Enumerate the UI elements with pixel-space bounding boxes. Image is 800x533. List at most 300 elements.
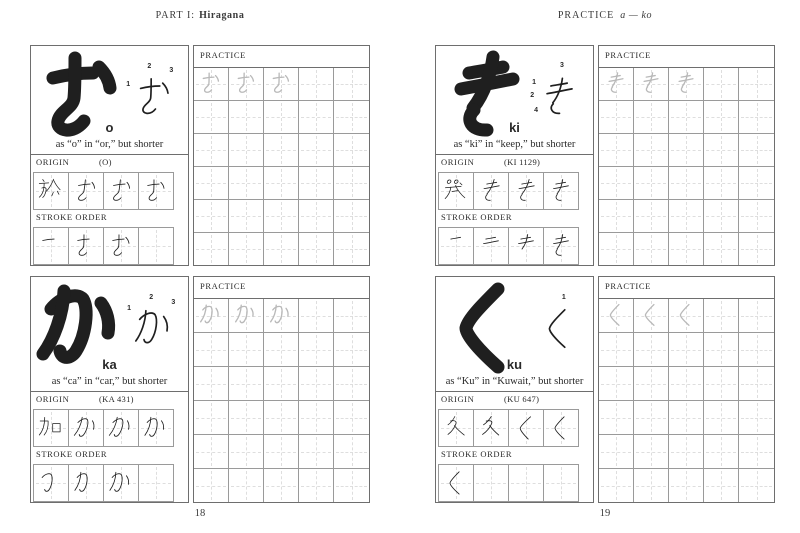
practice-cell bbox=[599, 333, 634, 367]
practice-cell bbox=[704, 68, 739, 101]
character-panel bbox=[435, 45, 775, 266]
character-panel bbox=[30, 45, 370, 266]
practice-cell bbox=[194, 367, 229, 401]
cell-guide-horizontal bbox=[636, 183, 666, 184]
origin-form-cell bbox=[103, 409, 139, 447]
practice-cell bbox=[299, 435, 334, 469]
romaji-label: o bbox=[105, 120, 114, 135]
practice-cell bbox=[264, 233, 299, 265]
practice-cell bbox=[669, 401, 704, 435]
stroke-order-cell bbox=[473, 227, 509, 265]
cell-guide-horizontal bbox=[741, 150, 772, 151]
practice-cell bbox=[194, 299, 229, 333]
cell-guide-horizontal bbox=[636, 486, 666, 487]
origin-label: ORIGIN bbox=[441, 394, 475, 404]
stroke-order-cell bbox=[68, 227, 104, 265]
practice-cell bbox=[634, 469, 669, 502]
numbered-stroke-diagram bbox=[126, 63, 179, 126]
stroke-order-row bbox=[31, 464, 188, 502]
practice-cell bbox=[669, 233, 704, 265]
practice-cell bbox=[194, 200, 229, 233]
cell-guide-horizontal bbox=[636, 384, 666, 385]
character-display bbox=[31, 46, 188, 155]
cell-guide-horizontal bbox=[336, 84, 367, 85]
cell-guide-horizontal bbox=[266, 216, 296, 217]
cell-guide-horizontal bbox=[706, 384, 736, 385]
stroke-order-cell bbox=[543, 464, 579, 502]
cell-guide-horizontal bbox=[706, 249, 736, 250]
cell-guide-horizontal bbox=[601, 117, 631, 118]
stroke-order-cell bbox=[438, 227, 474, 265]
cell-guide-horizontal bbox=[601, 350, 631, 351]
practice-label: PRACTICE bbox=[194, 277, 369, 299]
origin-form-cell bbox=[508, 172, 544, 210]
stroke-order-cell bbox=[103, 227, 139, 265]
stroke-order-cell bbox=[543, 227, 579, 265]
cell-guide-horizontal bbox=[741, 183, 772, 184]
cell-guide-horizontal bbox=[671, 384, 701, 385]
cell-guide-horizontal bbox=[601, 150, 631, 151]
practice-cell bbox=[739, 200, 774, 233]
stroke-number: 2 bbox=[530, 92, 535, 100]
origin-label: ORIGIN bbox=[36, 157, 70, 167]
cell-guide-horizontal bbox=[231, 452, 261, 453]
cell-guide-horizontal bbox=[546, 483, 576, 484]
stroke-number: 1 bbox=[127, 305, 132, 313]
cell-guide-horizontal bbox=[671, 216, 701, 217]
stroke-number: 2 bbox=[149, 294, 154, 302]
cell-guide-horizontal bbox=[601, 384, 631, 385]
cell-guide-horizontal bbox=[636, 216, 666, 217]
character-info-box bbox=[30, 45, 189, 266]
stroke-order-cell bbox=[138, 227, 174, 265]
stroke-number: 1 bbox=[126, 81, 131, 89]
cell-guide-horizontal bbox=[706, 452, 736, 453]
practice-box bbox=[598, 45, 775, 266]
practice-cell bbox=[299, 469, 334, 502]
practice-cell bbox=[704, 101, 739, 134]
stroke-order-cell bbox=[438, 464, 474, 502]
practice-cell bbox=[669, 333, 704, 367]
practice-cell bbox=[229, 167, 264, 200]
stroke-order-row bbox=[31, 227, 188, 265]
practice-cell bbox=[599, 68, 634, 101]
page-header bbox=[435, 10, 775, 21]
practice-cell bbox=[229, 101, 264, 134]
cell-guide-horizontal bbox=[266, 452, 296, 453]
practice-cell bbox=[299, 134, 334, 167]
practice-cell bbox=[669, 200, 704, 233]
practice-cell bbox=[334, 134, 369, 167]
practice-cell bbox=[299, 367, 334, 401]
cell-guide-horizontal bbox=[301, 418, 331, 419]
cell-guide-horizontal bbox=[301, 384, 331, 385]
origin-section-label bbox=[31, 155, 188, 172]
cell-guide-horizontal bbox=[741, 452, 772, 453]
cell-guide-horizontal bbox=[301, 486, 331, 487]
stroke-order-label: STROKE ORDER bbox=[36, 212, 108, 222]
pronunciation-text: as “o” in “or,” but shorter bbox=[55, 139, 164, 150]
practice-grid bbox=[599, 299, 774, 502]
origin-section-label bbox=[436, 155, 593, 172]
stroke-order-row bbox=[436, 227, 593, 265]
origin-reference: (KU 647) bbox=[504, 394, 540, 404]
practice-cell bbox=[334, 435, 369, 469]
cell-guide-horizontal bbox=[266, 183, 296, 184]
character-display bbox=[436, 277, 593, 392]
character-display bbox=[31, 277, 188, 392]
practice-cell bbox=[229, 367, 264, 401]
practice-cell bbox=[264, 367, 299, 401]
header-title: a — ko bbox=[620, 10, 653, 21]
cell-guide-horizontal bbox=[301, 117, 331, 118]
page-right bbox=[435, 0, 775, 533]
origin-section-label bbox=[31, 392, 188, 409]
cell-guide-horizontal bbox=[336, 350, 367, 351]
practice-cell bbox=[299, 167, 334, 200]
practice-cell bbox=[669, 367, 704, 401]
origin-forms-row bbox=[436, 409, 593, 447]
practice-cell bbox=[669, 435, 704, 469]
practice-cell bbox=[599, 200, 634, 233]
practice-cell bbox=[194, 167, 229, 200]
cell-guide-horizontal bbox=[336, 183, 367, 184]
character-panel bbox=[30, 276, 370, 503]
practice-cell bbox=[599, 233, 634, 265]
cell-guide-horizontal bbox=[336, 486, 367, 487]
origin-form-cell bbox=[138, 172, 174, 210]
page-number: 18 bbox=[194, 508, 206, 519]
origin-forms-row bbox=[31, 172, 188, 210]
cell-guide-horizontal bbox=[706, 216, 736, 217]
cell-guide-horizontal bbox=[706, 84, 736, 85]
cell-guide-horizontal bbox=[741, 249, 772, 250]
practice-cell bbox=[739, 333, 774, 367]
cell-guide-horizontal bbox=[671, 117, 701, 118]
cell-guide-horizontal bbox=[231, 150, 261, 151]
cell-guide-horizontal bbox=[301, 249, 331, 250]
practice-cell bbox=[299, 101, 334, 134]
origin-forms-row bbox=[31, 409, 188, 447]
cell-guide-horizontal bbox=[231, 117, 261, 118]
cell-guide-horizontal bbox=[706, 183, 736, 184]
practice-box bbox=[193, 45, 370, 266]
romaji-label: ki bbox=[509, 120, 520, 135]
cell-guide-horizontal bbox=[741, 216, 772, 217]
cell-guide-horizontal bbox=[231, 486, 261, 487]
stroke-order-cell bbox=[508, 227, 544, 265]
practice-cell bbox=[704, 469, 739, 502]
origin-form-cell bbox=[438, 409, 474, 447]
cell-guide-horizontal bbox=[301, 452, 331, 453]
header-prefix: PART I: bbox=[155, 10, 196, 21]
practice-cell bbox=[194, 101, 229, 134]
cell-guide-horizontal bbox=[671, 249, 701, 250]
cell-guide-horizontal bbox=[231, 183, 261, 184]
practice-cell bbox=[634, 367, 669, 401]
practice-cell bbox=[704, 333, 739, 367]
cell-guide-horizontal bbox=[706, 316, 736, 317]
cell-guide-horizontal bbox=[196, 150, 226, 151]
cell-guide-horizontal bbox=[601, 452, 631, 453]
practice-cell bbox=[194, 68, 229, 101]
cell-guide-horizontal bbox=[671, 350, 701, 351]
cell-guide-horizontal bbox=[336, 384, 367, 385]
origin-form-cell bbox=[438, 172, 474, 210]
practice-cell bbox=[334, 469, 369, 502]
stroke-number: 3 bbox=[169, 66, 174, 74]
practice-cell bbox=[704, 167, 739, 200]
practice-grid bbox=[599, 68, 774, 265]
stroke-order-cell bbox=[508, 464, 544, 502]
cell-guide-horizontal bbox=[196, 418, 226, 419]
practice-cell bbox=[264, 435, 299, 469]
origin-form-cell bbox=[68, 409, 104, 447]
origin-label: ORIGIN bbox=[36, 394, 70, 404]
cell-guide-horizontal bbox=[196, 117, 226, 118]
cell-guide-horizontal bbox=[231, 216, 261, 217]
practice-cell bbox=[704, 200, 739, 233]
cell-guide-horizontal bbox=[601, 216, 631, 217]
stroke-number: 1 bbox=[532, 78, 537, 86]
origin-form-cell bbox=[33, 409, 69, 447]
practice-cell bbox=[299, 233, 334, 265]
cell-guide-horizontal bbox=[671, 418, 701, 419]
origin-form-cell bbox=[473, 409, 509, 447]
practice-cell bbox=[229, 435, 264, 469]
cell-guide-horizontal bbox=[636, 350, 666, 351]
practice-cell bbox=[634, 435, 669, 469]
cell-guide-horizontal bbox=[706, 150, 736, 151]
cell-guide-horizontal bbox=[301, 316, 331, 317]
character-display bbox=[436, 46, 593, 155]
cell-guide-horizontal bbox=[336, 216, 367, 217]
practice-cell bbox=[704, 299, 739, 333]
cell-guide-horizontal bbox=[301, 350, 331, 351]
origin-form-cell bbox=[103, 172, 139, 210]
cell-guide-horizontal bbox=[196, 216, 226, 217]
origin-form-cell bbox=[543, 409, 579, 447]
practice-cell bbox=[334, 401, 369, 435]
cell-guide-horizontal bbox=[266, 150, 296, 151]
practice-cell bbox=[634, 167, 669, 200]
cell-guide-horizontal bbox=[196, 486, 226, 487]
practice-cell bbox=[229, 333, 264, 367]
practice-cell bbox=[704, 401, 739, 435]
practice-cell bbox=[229, 200, 264, 233]
cell-guide-horizontal bbox=[266, 350, 296, 351]
cell-guide-horizontal bbox=[196, 183, 226, 184]
practice-box bbox=[598, 276, 775, 503]
cell-guide-horizontal bbox=[601, 486, 631, 487]
big-character-glyph bbox=[438, 279, 538, 365]
cell-guide-horizontal bbox=[336, 316, 367, 317]
cell-guide-horizontal bbox=[336, 452, 367, 453]
stroke-order-cell bbox=[103, 464, 139, 502]
practice-cell bbox=[599, 134, 634, 167]
cell-guide-horizontal bbox=[301, 183, 331, 184]
stroke-number: 2 bbox=[147, 63, 152, 71]
cell-guide-horizontal bbox=[336, 117, 367, 118]
stroke-order-cell bbox=[33, 227, 69, 265]
cell-guide-horizontal bbox=[741, 316, 772, 317]
origin-form-cell bbox=[138, 409, 174, 447]
character-info-box bbox=[435, 45, 594, 266]
practice-cell bbox=[229, 68, 264, 101]
cell-guide-horizontal bbox=[636, 418, 666, 419]
romaji-label: ku bbox=[506, 357, 523, 372]
practice-cell bbox=[334, 299, 369, 333]
practice-cell bbox=[704, 134, 739, 167]
practice-cell bbox=[634, 401, 669, 435]
cell-guide-horizontal bbox=[511, 483, 541, 484]
cell-guide-horizontal bbox=[741, 384, 772, 385]
practice-cell bbox=[264, 101, 299, 134]
practice-cell bbox=[739, 401, 774, 435]
cell-guide-horizontal bbox=[671, 150, 701, 151]
romaji-label: ka bbox=[102, 357, 117, 372]
cell-guide-horizontal bbox=[266, 384, 296, 385]
origin-form-cell bbox=[473, 172, 509, 210]
cell-guide-horizontal bbox=[671, 183, 701, 184]
cell-guide-horizontal bbox=[636, 150, 666, 151]
cell-guide-horizontal bbox=[266, 418, 296, 419]
cell-guide-horizontal bbox=[741, 350, 772, 351]
cell-guide-horizontal bbox=[706, 117, 736, 118]
practice-cell bbox=[634, 299, 669, 333]
numbered-stroke-diagram bbox=[530, 62, 584, 126]
practice-cell bbox=[599, 299, 634, 333]
practice-cell bbox=[739, 435, 774, 469]
cell-guide-horizontal bbox=[301, 84, 331, 85]
cell-guide-horizontal bbox=[231, 418, 261, 419]
practice-cell bbox=[229, 299, 264, 333]
practice-cell bbox=[634, 101, 669, 134]
cell-guide-horizontal bbox=[601, 418, 631, 419]
origin-reference: (O) bbox=[99, 157, 112, 167]
character-panel bbox=[435, 276, 775, 503]
stroke-order-cell bbox=[33, 464, 69, 502]
cell-guide-horizontal bbox=[601, 183, 631, 184]
origin-form-cell bbox=[33, 172, 69, 210]
practice-cell bbox=[669, 299, 704, 333]
practice-cell bbox=[264, 68, 299, 101]
practice-cell bbox=[334, 333, 369, 367]
practice-cell bbox=[194, 233, 229, 265]
practice-cell bbox=[334, 167, 369, 200]
practice-cell bbox=[669, 469, 704, 502]
practice-label: PRACTICE bbox=[599, 277, 774, 299]
cell-guide-horizontal bbox=[636, 117, 666, 118]
cell-guide-horizontal bbox=[741, 418, 772, 419]
stroke-number: 4 bbox=[534, 106, 538, 114]
cell-guide-horizontal bbox=[706, 418, 736, 419]
stroke-order-section-label bbox=[31, 210, 188, 227]
practice-cell bbox=[194, 435, 229, 469]
practice-cell bbox=[264, 299, 299, 333]
practice-cell bbox=[334, 367, 369, 401]
cell-guide-horizontal bbox=[336, 150, 367, 151]
stroke-order-label: STROKE ORDER bbox=[441, 212, 513, 222]
practice-cell bbox=[194, 401, 229, 435]
cell-guide-horizontal bbox=[336, 418, 367, 419]
practice-cell bbox=[599, 167, 634, 200]
practice-cell bbox=[264, 333, 299, 367]
stroke-order-cell bbox=[138, 464, 174, 502]
practice-cell bbox=[739, 167, 774, 200]
cell-guide-horizontal bbox=[196, 384, 226, 385]
stroke-number: 3 bbox=[171, 298, 176, 306]
page-header bbox=[30, 10, 370, 21]
origin-section-label bbox=[436, 392, 593, 409]
practice-cell bbox=[739, 233, 774, 265]
cell-guide-horizontal bbox=[706, 350, 736, 351]
practice-cell bbox=[229, 233, 264, 265]
cell-guide-horizontal bbox=[196, 249, 226, 250]
practice-cell bbox=[669, 101, 704, 134]
cell-guide-horizontal bbox=[301, 150, 331, 151]
page-left bbox=[30, 0, 370, 533]
practice-cell bbox=[264, 134, 299, 167]
cell-guide-horizontal bbox=[231, 249, 261, 250]
practice-cell bbox=[599, 401, 634, 435]
cell-guide-horizontal bbox=[476, 483, 506, 484]
cell-guide-horizontal bbox=[141, 246, 171, 247]
practice-cell bbox=[194, 333, 229, 367]
practice-cell bbox=[334, 68, 369, 101]
cell-guide-horizontal bbox=[231, 384, 261, 385]
origin-reference: (KA 431) bbox=[99, 394, 134, 404]
practice-cell bbox=[194, 469, 229, 502]
big-character-glyph bbox=[33, 279, 133, 365]
practice-cell bbox=[264, 167, 299, 200]
character-info-box bbox=[435, 276, 594, 503]
cell-guide-horizontal bbox=[601, 249, 631, 250]
practice-cell bbox=[739, 134, 774, 167]
practice-cell bbox=[739, 469, 774, 502]
practice-cell bbox=[334, 233, 369, 265]
practice-cell bbox=[299, 299, 334, 333]
cell-guide-horizontal bbox=[196, 350, 226, 351]
cell-guide-horizontal bbox=[671, 452, 701, 453]
practice-cell bbox=[194, 134, 229, 167]
cell-guide-horizontal bbox=[671, 486, 701, 487]
practice-cell bbox=[634, 134, 669, 167]
header-prefix: PRACTICE bbox=[557, 10, 615, 21]
practice-cell bbox=[264, 401, 299, 435]
stroke-order-section-label bbox=[436, 447, 593, 464]
practice-grid bbox=[194, 68, 369, 265]
practice-cell bbox=[634, 200, 669, 233]
practice-cell bbox=[599, 367, 634, 401]
stroke-order-section-label bbox=[31, 447, 188, 464]
practice-grid bbox=[194, 299, 369, 502]
practice-cell bbox=[669, 134, 704, 167]
practice-cell bbox=[229, 134, 264, 167]
numbered-stroke-diagram bbox=[536, 294, 584, 357]
practice-cell bbox=[634, 68, 669, 101]
practice-cell bbox=[334, 200, 369, 233]
practice-cell bbox=[739, 68, 774, 101]
practice-cell bbox=[669, 68, 704, 101]
origin-label: ORIGIN bbox=[441, 157, 475, 167]
practice-cell bbox=[264, 469, 299, 502]
practice-cell bbox=[704, 367, 739, 401]
stroke-number: 3 bbox=[560, 62, 564, 70]
practice-cell bbox=[229, 469, 264, 502]
cell-guide-horizontal bbox=[231, 350, 261, 351]
cell-guide-horizontal bbox=[196, 452, 226, 453]
